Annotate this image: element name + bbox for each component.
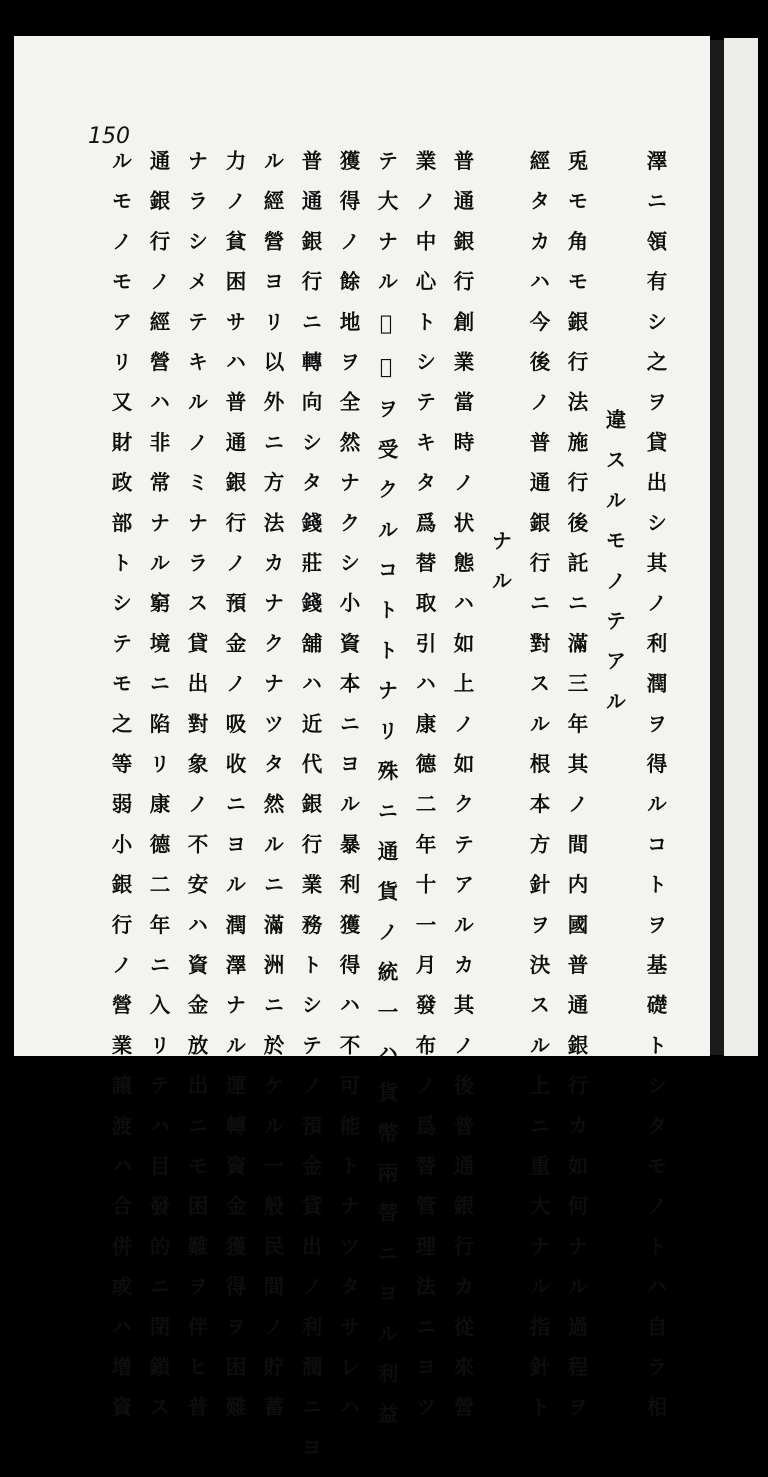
text-column: ナル [488, 529, 512, 611]
text-column: テ大ナル𢤁討ヲ受クルコトトナリ殊ニ通貨ノ統一ハ貨幣兩替ニヨル利益 [374, 150, 398, 1444]
text-column: ルモノモアリ又財政部トシテモ之等弱小銀行ノ營業譲渡ハ合併或ハ增資 [108, 150, 132, 1437]
text-column: 普通銀行創業當時ノ状態ハ如上ノ如クテアルカ其ノ後普通銀行カ從來營 [450, 150, 474, 1437]
text-column: 通銀行ノ經營ハ非常ナル窮境ニ陷リ康德二年ニ入リテハ目發的ニ閉鎖ス [146, 150, 170, 1437]
text-column: 經タカハ今後ノ普通銀行ニ對スル根本方針ヲ決スル上ニ重大ナル指針ト [526, 150, 550, 1437]
text-column: 違スルモノテアル [602, 409, 626, 731]
page-number: 150 [88, 124, 130, 149]
text-column: ル經營ヨリ以外ニ方法カナクナツタ然ルニ滿洲ニ於ケル一般民間ノ貯蓄 [260, 150, 284, 1437]
text-column: 力ノ貧困サハ普通銀行ノ預金ノ吸收ニヨル潤澤ナル運轉資金獲得ヲ困難 [222, 150, 246, 1437]
text-column: 業ノ中心トシテキタ爲替取引ハ康德二年十一月發布ノ爲替管理法ニヨツ [412, 150, 436, 1437]
adjacent-page [724, 38, 758, 1056]
text-column: ナラシメテキルノミナラス貸出對象ノ不安ハ資金放出ニモ困難ヲ伴ヒ普 [184, 150, 208, 1437]
text-column: 獲得ノ餘地ヲ全然ナクシ小資本ニヨル暴利獲得ハ不可能トナツタサレハ [336, 150, 360, 1437]
book-gutter [710, 40, 724, 1055]
text-column: 普通銀行ニ轉向シタ錢莊錢舖ハ近代銀行業務トシテノ預金貸出ノ利潤ニヨ [298, 150, 322, 1477]
text-column: 兎モ角モ銀行法施行後託ニ滿三年其ノ間内國普通銀行カ如何ナル過程ヲ [564, 150, 588, 1437]
text-column: 澤ニ領有シ之ヲ貸出シ其ノ利潤ヲ得ルコトヲ基礎トシタモノトハ自ラ相 [643, 150, 667, 1437]
